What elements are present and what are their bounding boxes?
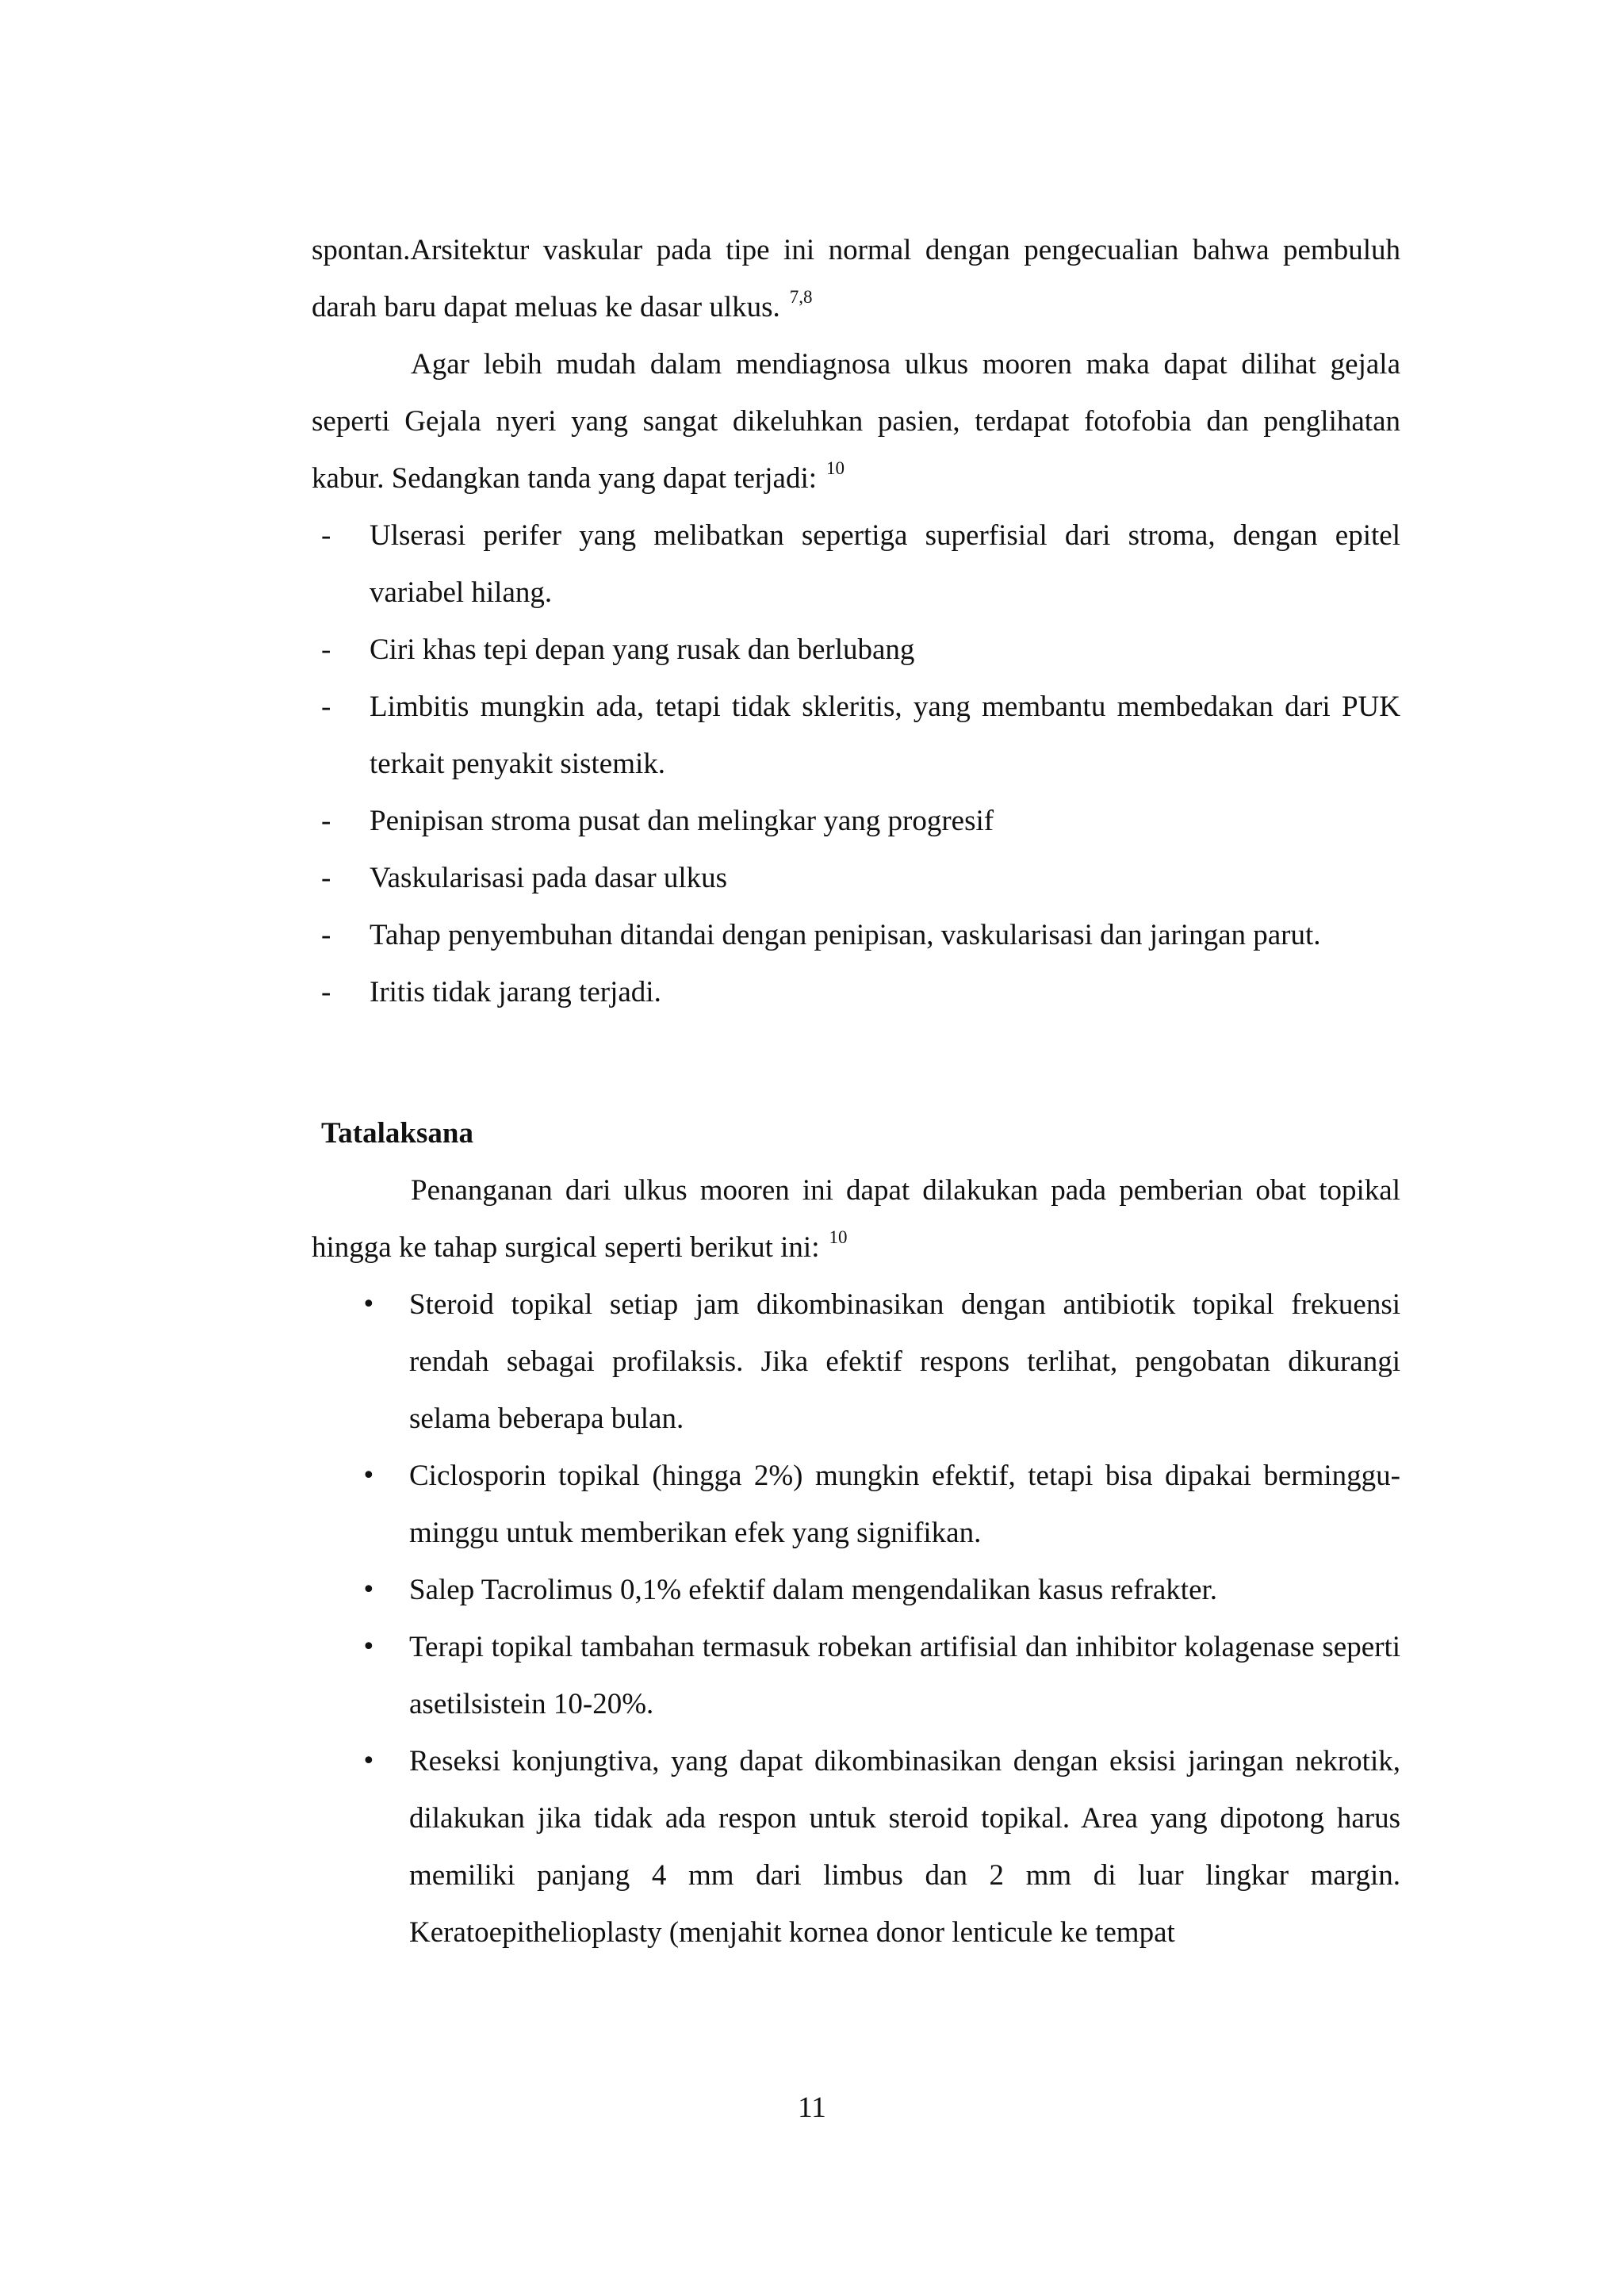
bullet-icon: • <box>362 1633 376 1661</box>
page-number: 11 <box>798 2091 826 2124</box>
list-item <box>312 622 1400 679</box>
list-item-text: Tahap penyembuhan ditandai dengan penipisan, vaskularisasi dan jaringan parut. <box>370 919 1321 951</box>
list-item <box>312 1562 1400 1619</box>
dash-marker: - <box>321 919 331 951</box>
list-item <box>312 1619 1400 1733</box>
list-item <box>312 907 1400 964</box>
list-item-text: Vaskularisasi pada dasar ulkus <box>370 862 728 894</box>
list-item <box>312 964 1400 1021</box>
bullet-icon: • <box>362 1291 376 1318</box>
list-item-text: Salep Tacrolimus 0,1% efektif dalam mengendalikan kasus refrakter. <box>409 1574 1218 1606</box>
list-item <box>312 679 1400 793</box>
dash-marker: - <box>321 976 331 1008</box>
list-item-text: Ciclosporin topikal (hingga 2%) mungkin efektif, tetapi bisa dipakai berminggu-minggu untuk memberikan efek yang signifikan. <box>409 1460 1400 1549</box>
citation-reference: 7,8 <box>789 287 813 307</box>
list-item <box>312 1276 1400 1448</box>
section-heading: Tatalaksana <box>321 1117 473 1150</box>
list-item <box>312 1448 1400 1562</box>
list-item <box>312 850 1400 907</box>
bullet-icon: • <box>362 1576 376 1604</box>
list-item-text: Reseksi konjungtiva, yang dapat dikombinasikan dengan eksisi jaringan nekrotik, dilakukan jika tidak ada respon untuk steroid topikal. Area yang dipotong harus memiliki panjang 4 mm dari limbus dan 2 mm di luar lingkar margin. Keratoepithelioplasty (menjahit kornea donor lenticule ke tempat <box>409 1745 1400 1949</box>
list-item-text: Steroid topikal setiap jam dikombinasikan dengan antibiotik topikal frekuensi rendah sebagai profilaksis. Jika efektif respons terlihat, pengobatan dikurangi selama beberapa bulan. <box>409 1288 1400 1435</box>
paragraph-diagnosis <box>312 336 1400 507</box>
page-content <box>312 222 1400 1961</box>
paragraph-text: spontan.Arsitektur vaskular pada tipe ini normal dengan pengecualian bahwa pembuluh darah baru dapat meluas ke dasar ulkus. <box>312 234 1400 323</box>
list-item <box>312 793 1400 850</box>
list-item-text: Ciri khas tepi depan yang rusak dan berlubang <box>370 633 915 666</box>
bullet-icon: • <box>362 1747 376 1775</box>
list-item <box>312 507 1400 622</box>
paragraph-vascular-architecture <box>312 222 1400 336</box>
list-item-text: Terapi topikal tambahan termasuk robekan artifisial dan inhibitor kolagenase seperti asetilsistein 10-20%. <box>409 1631 1400 1720</box>
list-item-text: Iritis tidak jarang terjadi. <box>370 976 661 1008</box>
dash-marker: - <box>321 633 331 666</box>
paragraph-text: Agar lebih mudah dalam mendiagnosa ulkus mooren maka dapat dilihat gejala seperti Gejala nyeri yang sangat dikeluhkan pasien, terdapat fotofobia dan penglihatan kabur. Sedangkan tanda yang dapat terjadi: <box>312 348 1400 495</box>
signs-list <box>312 507 1400 1021</box>
bullet-icon: • <box>362 1462 376 1490</box>
paragraph-treatment-intro <box>312 1162 1400 1276</box>
citation-reference: 10 <box>826 458 845 478</box>
dash-marker: - <box>321 519 331 552</box>
list-item <box>312 1733 1400 1961</box>
list-item-text: Limbitis mungkin ada, tetapi tidak skleritis, yang membantu membedakan dari PUK terkait penyakit sistemik. <box>370 691 1400 780</box>
citation-reference: 10 <box>829 1227 848 1247</box>
dash-marker: - <box>321 862 331 894</box>
list-item-text: Penipisan stroma pusat dan melingkar yang progresif <box>370 805 994 837</box>
dash-marker: - <box>321 805 331 837</box>
paragraph-text: Penanganan dari ulkus mooren ini dapat dilakukan pada pemberian obat topikal hingga ke tahap surgical seperti berikut ini: <box>312 1174 1400 1264</box>
treatment-list <box>312 1276 1400 1961</box>
list-item-text: Ulserasi perifer yang melibatkan sepertiga superfisial dari stroma, dengan epitel variabel hilang. <box>370 519 1400 609</box>
dash-marker: - <box>321 691 331 723</box>
